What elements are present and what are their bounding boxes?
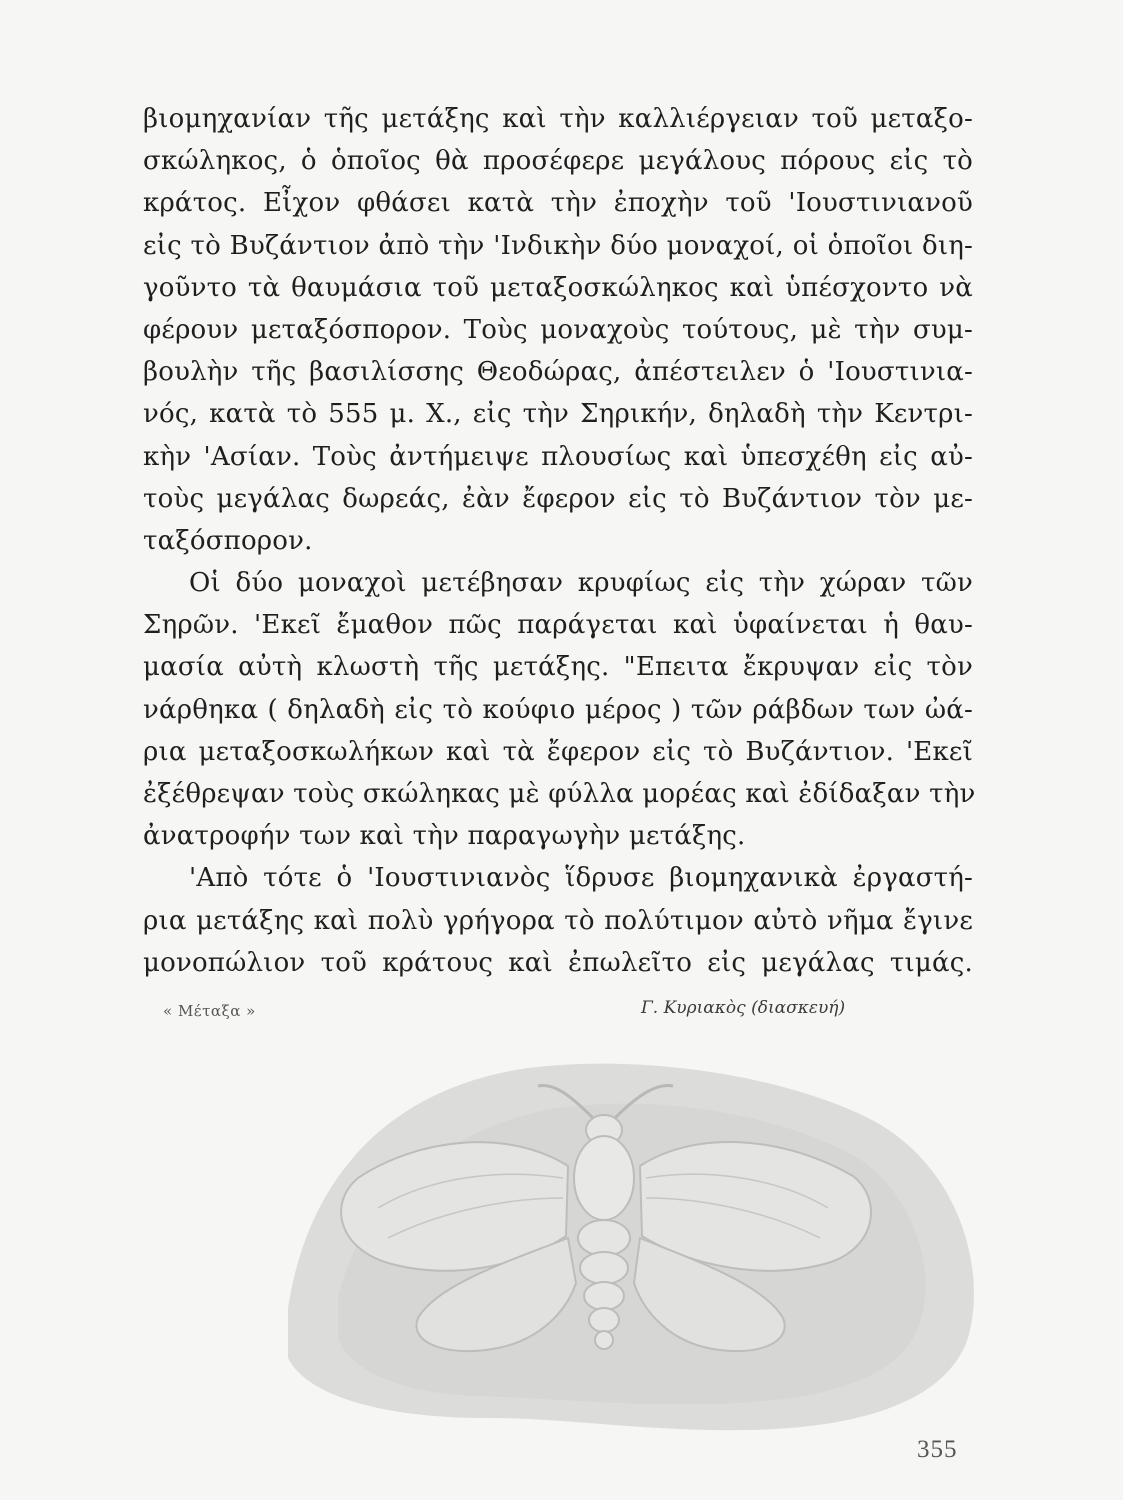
text-line: τοὺς μεγάλας δωρεάς, ἐὰν ἔφερον εἰς τὸ Βυζάντιον τὸν με- bbox=[143, 483, 973, 514]
text-line: ἐξέθρεψαν τοὺς σκώληκας μὲ φύλλα μορέας καὶ ἐδίδαξαν τὴν bbox=[143, 779, 976, 809]
silk-moth-icon bbox=[268, 1058, 1002, 1436]
text-line: νάρθηκα ( δηλαδὴ εἰς τὸ κούφιο μέρος ) τῶν ράβδων των ὠά- bbox=[143, 694, 973, 725]
text-line: κὴν 'Ασίαν. Τοὺς ἀντήμειψε πλουσίως καὶ ὑπεσχέθη εἰς αὐ- bbox=[143, 441, 973, 472]
page-number: 355 bbox=[917, 1436, 958, 1463]
attribution-source: « Μέταξα » bbox=[163, 1002, 256, 1020]
attribution-author: Γ. Κυριακὸς (διασκευή) bbox=[641, 998, 846, 1018]
text-line: βουλὴν τῆς βασιλίσσης Θεοδώρας, ἀπέστειλεν ὁ 'Ιουστινια- bbox=[143, 357, 973, 388]
text-line: μασία αὐτὴ κλωστὴ τῆς μετάξης. "Επειτα ἔκρυψαν εἰς τὸν bbox=[143, 652, 973, 683]
text-line: κράτος. Εἶχον φθάσει κατὰ τὴν ἐποχὴν τοῦ 'Ιουστινιανοῦ bbox=[143, 188, 973, 219]
text-line: βιομηχανίαν τῆς μετάξης καὶ τὴν καλλιέργειαν τοῦ μεταξο- bbox=[143, 104, 973, 134]
text-line: ρια μετάξης καὶ πολὺ γρήγορα τὸ πολύτιμον αὐτὸ νῆμα ἔγινε bbox=[143, 905, 973, 936]
text-line: σκώληκος, ὁ ὁποῖος θὰ προσέφερε μεγάλους πόρους εἰς τὸ bbox=[143, 146, 973, 177]
attribution bbox=[163, 994, 923, 1024]
text-line: εἰς τὸ Βυζάντιον ἀπὸ τὴν 'Ινδικὴν δύο μοναχοί, οἱ ὁποῖοι διη- bbox=[143, 230, 973, 261]
text-line: φέρουν μεταξόσπορον. Τοὺς μοναχοὺς τούτους, μὲ τὴν συμ- bbox=[143, 314, 973, 345]
text-line: μονοπώλιον τοῦ κράτους καὶ ἐπωλεῖτο εἰς μεγάλας τιμάς. bbox=[143, 947, 973, 978]
text-line: Σηρῶν. 'Εκεῖ ἔμαθον πῶς παράγεται καὶ ὑφαίνεται ἡ θαυ- bbox=[143, 610, 973, 641]
body-text bbox=[143, 98, 976, 984]
paragraph-start-line: Οἱ δύο μοναχοὶ μετέβησαν κρυφίως εἰς τὴν χώραν τῶν bbox=[189, 568, 973, 599]
text-line: νός, κατὰ τὸ 555 μ. Χ., εἰς τὴν Σηρικήν, δηλαδὴ τὴν Κεντρι- bbox=[143, 399, 973, 430]
text-line: γοῦντο τὰ θαυμάσια τοῦ μεταξοσκώληκος καὶ ὑπέσχοντο νὰ bbox=[143, 272, 973, 303]
text-line: ρια μεταξοσκωλήκων καὶ τὰ ἔφερον εἰς τὸ Βυζάντιον. 'Εκεῖ bbox=[143, 736, 973, 767]
paragraph-start-line: 'Απὸ τότε ὁ 'Ιουστινιανὸς ἵδρυσε βιομηχανικὰ ἐργαστή- bbox=[189, 863, 973, 894]
text-line: ἀνατροφήν των καὶ τὴν παραγωγὴν μετάξης. bbox=[143, 821, 746, 852]
text-line: ταξόσπορον. bbox=[143, 525, 313, 556]
